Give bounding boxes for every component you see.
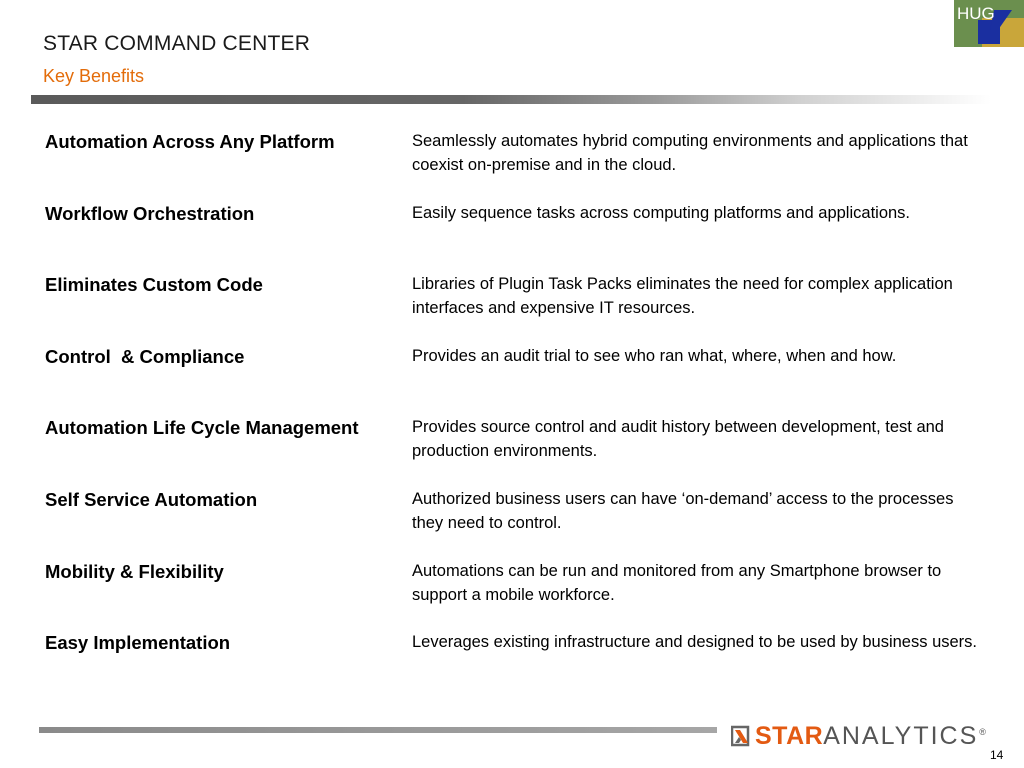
benefit-row — [45, 129, 985, 201]
slide-subtitle: Key Benefits — [43, 66, 145, 86]
benefit-description: Provides source control and audit history between development, test and production environments. — [412, 418, 944, 461]
header-rule — [31, 95, 991, 104]
benefit-row — [45, 559, 985, 631]
benefit-title: Automation Life Cycle Management — [45, 417, 359, 439]
benefit-description: Authorized business users can have ‘on-demand’ access to the processes they need to control. — [412, 489, 954, 532]
benefit-title: Workflow Orchestration — [45, 202, 255, 224]
benefit-description: Easily sequence tasks across computing platforms and applications. — [412, 203, 911, 222]
benefit-description: Libraries of Plugin Task Packs eliminates the need for complex application interfaces and expensive IT resources. — [412, 275, 953, 318]
benefit-title: Automation Across Any Platform — [45, 131, 335, 152]
star-analytics-mark-icon — [731, 724, 751, 748]
benefit-row — [45, 344, 985, 416]
benefit-row — [45, 272, 985, 344]
benefits-table — [45, 129, 985, 702]
benefit-title: Self Service Automation — [45, 488, 258, 510]
page-number: 14 — [990, 748, 1004, 762]
footer-rule — [39, 727, 717, 733]
benefit-title: Eliminates Custom Code — [45, 274, 263, 296]
benefit-title: Mobility & Flexibility — [45, 560, 224, 582]
star-analytics-logo — [731, 721, 986, 751]
benefit-row — [45, 201, 985, 273]
logo-analytics-text: ANALYTICS — [823, 721, 979, 750]
logo-star-text: STAR — [755, 721, 824, 750]
slide-title: STAR COMMAND CENTER — [43, 32, 311, 55]
benefit-description: Automations can be run and monitored from any Smartphone browser to support a mobile workforce. — [412, 561, 942, 604]
benefit-row — [45, 487, 985, 559]
benefit-row — [45, 630, 985, 702]
benefit-description: Leverages existing infrastructure and designed to be used by business users. — [412, 633, 978, 652]
benefit-title: Control & Compliance — [45, 345, 245, 367]
hug-logo-text: HUG — [957, 4, 995, 23]
benefit-description: Provides an audit trial to see who ran what, where, when and how. — [412, 346, 897, 365]
benefit-description: Seamlessly automates hybrid computing environments and applications that coexist on-premise and in the cloud. — [412, 132, 968, 174]
benefit-title: Easy Implementation — [45, 632, 231, 654]
hug-logo — [954, 0, 1024, 47]
logo-registered-mark: ® — [979, 727, 986, 737]
benefit-row — [45, 415, 985, 487]
